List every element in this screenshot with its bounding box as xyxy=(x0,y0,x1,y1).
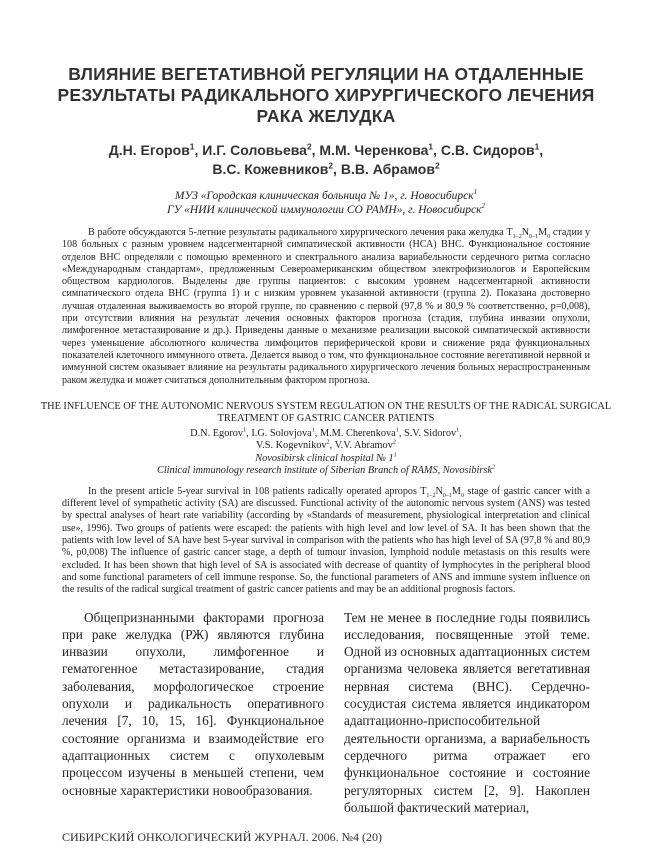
author: M.M. Cherenkova$^1$, xyxy=(319,426,404,439)
affiliation: Novosibirsk clinical hospital № $1^1$ xyxy=(255,451,397,464)
body-columns xyxy=(62,609,590,817)
author: В.С. Кожевников$^2$, xyxy=(212,160,341,177)
author: И.Г. Соловьева$^2$, xyxy=(202,141,320,158)
affiliation: МУЗ «Городская клиническая больница № 1», г. Новосибирск$^1$ xyxy=(174,189,478,202)
article-title: ВЛИЯНИЕ ВЕГЕТАТИВНОЙ РЕГУЛЯЦИИ НА ОТДАЛЕННЫЕ РЕЗУЛЬТАТЫ РАДИКАЛЬНОГО ХИРУРГИЧЕСКОГО ЛЕЧЕНИЯ РАКА ЖЕЛУДКА xyxy=(57,64,595,126)
body-column-right: Тем не менее в последние годы появились исследования, посвященные этой теме. Одной из основных адаптационных систем организма человека является вегетативная нервная система (ВНС). Сердечно-сосудистая система является индикатором адаптационно-приспособительной деятельности организма, а вариабельность сердечного ритма отражает его функциональное состояние и состояние регуляторных систем [2, 9]. Накоплен большой фактический материал, xyxy=(344,609,590,815)
author: V.S. Kogevnikov$^2$, xyxy=(256,438,335,452)
author: V.V. Abramov$^2$ xyxy=(334,438,396,452)
author: D.N. Egorov$^1$, xyxy=(190,426,252,439)
author: S.V. Sidorov$^1$, xyxy=(403,426,462,439)
abstract-ru: В работе обсуждаются 5-летние результаты радикального хирургического лечения рака желудка $T_{1-2}N_{0-1}M_0$ стадии у 108 больных с разным уровнем надсегментарной симпатической активности (НСА) ВНС. Функциональное состояние отделов ВНС определяли с помощью временного и спектрального анализа вариабельности сердечного ритма согласно «Международным стандартам», предложенным Североамериканским обществом электрофизиологов и Европейским обществом кардиологов. Выделены две группы пациентов: с высоким уровнем надсегментарной активности симпатического отдела ВНС (группа 1) и с низким уровнем указанной активности (группа 2). Показана достоверно лучшая отдаленная выживаемость во второй группе, по сравнению с первой (97,8 % и 80,9 % соответственно, p=0,008), при отсутствии влияния на результат лечения основных факторов прогноза (стадия, глубина инвазии опухоли, лимфогенное метастазирование и др.). Приведены данные о механизме реализации высокой симпатической активности через уменьшение абсолютного количества лимфоцитов периферической крови и снижение ряда функциональных показателей клеточного иммунного ответа. Делается вывод о том, что функциональное состояние вегетативной нервной и иммунной систем оказывает влияние на результаты радикального хирургического лечения больных нераспространенным раком желудка и может считаться дополнительным фактором прогноза. xyxy=(62,227,591,386)
author: М.М. Черенкова$^1$, xyxy=(319,141,441,158)
author: С.В. Сидоров$^1$, xyxy=(440,141,544,158)
author: В.В. Абрамов$^2$ xyxy=(340,160,440,177)
affiliation: Clinical immunology research institute of Siberian Branch of RAMS, Novosibirsk$^2$ xyxy=(156,463,496,477)
author: Д.Н. Егоров$^1$, xyxy=(108,141,203,158)
affiliation: ГУ «НИИ клинической иммунологии СО РАМН», г. Новосибирск$^2$ xyxy=(167,203,485,216)
journal-footer: СИБИРСКИЙ ОНКОЛОГИЧЕСКИЙ ЖУРНАЛ. 2006. №4 (20) xyxy=(62,830,383,845)
article-title-en: THE INFLUENCE OF THE AUTONOMIC NERVOUS SYSTEM REGULATION ON THE RESULTS OF THE RADICAL SURGICAL TREATMENT OF GASTRIC CANCER PATIENTS xyxy=(40,400,612,425)
affiliations-en xyxy=(40,453,612,478)
authors-ru xyxy=(40,141,612,179)
abstract-en: In the present article 5-year survival in 108 patients radically operated apropos $T_{1-2}N_{0-1}M_0$ stage of gastric cancer with a different level of sympathetic activity (SA) are discussed. Functional activity of the autonomic nervous system (ANS) was tested by spectral analyses of heart rate variability (according by «Standards of measurement, physiological interpretation and clinical use», 1996). Two groups of patients were escaped: the patients with high level and low level of SA. It has been shown that the patients with low level of SA have best 5-year survival in comparison with the patients who has high level of SA (97,8 % and 80,9 %, p0,008) The influence of gastric cancer stage, a depth of tumour invasion, lymphoid nodule metastasis on this results were excluded. It has been shown that high level of SA is associated with decrease of quantity of lymphocytes in the peripheral blood and some functional parameters of cell immune response. So, the functional parameters of ANS and immune system influence on the results of the radical surgical treatment of gastric cancer patients and may be an additional prognosis factors. xyxy=(62,485,590,596)
authors-en xyxy=(40,428,612,453)
author: I.G. Solovjova$^1$, xyxy=(251,426,320,439)
body-column-left: Общепризнанными факторами прогноза при раке желудка (РЖ) являются глубина инвазии опухоли, лимфогенное и гематогенное метастазирование, стадия заболевания, морфологическое строение опухоли и радикальность оперативного лечения [7, 10, 15, 16]. Функциональное состояние организма и взаимодействие его адаптационных систем с опухолевым процессом изучены в меньшей степени, чем основные характеристики новообразования. xyxy=(62,609,324,798)
affiliations-ru xyxy=(40,189,612,217)
